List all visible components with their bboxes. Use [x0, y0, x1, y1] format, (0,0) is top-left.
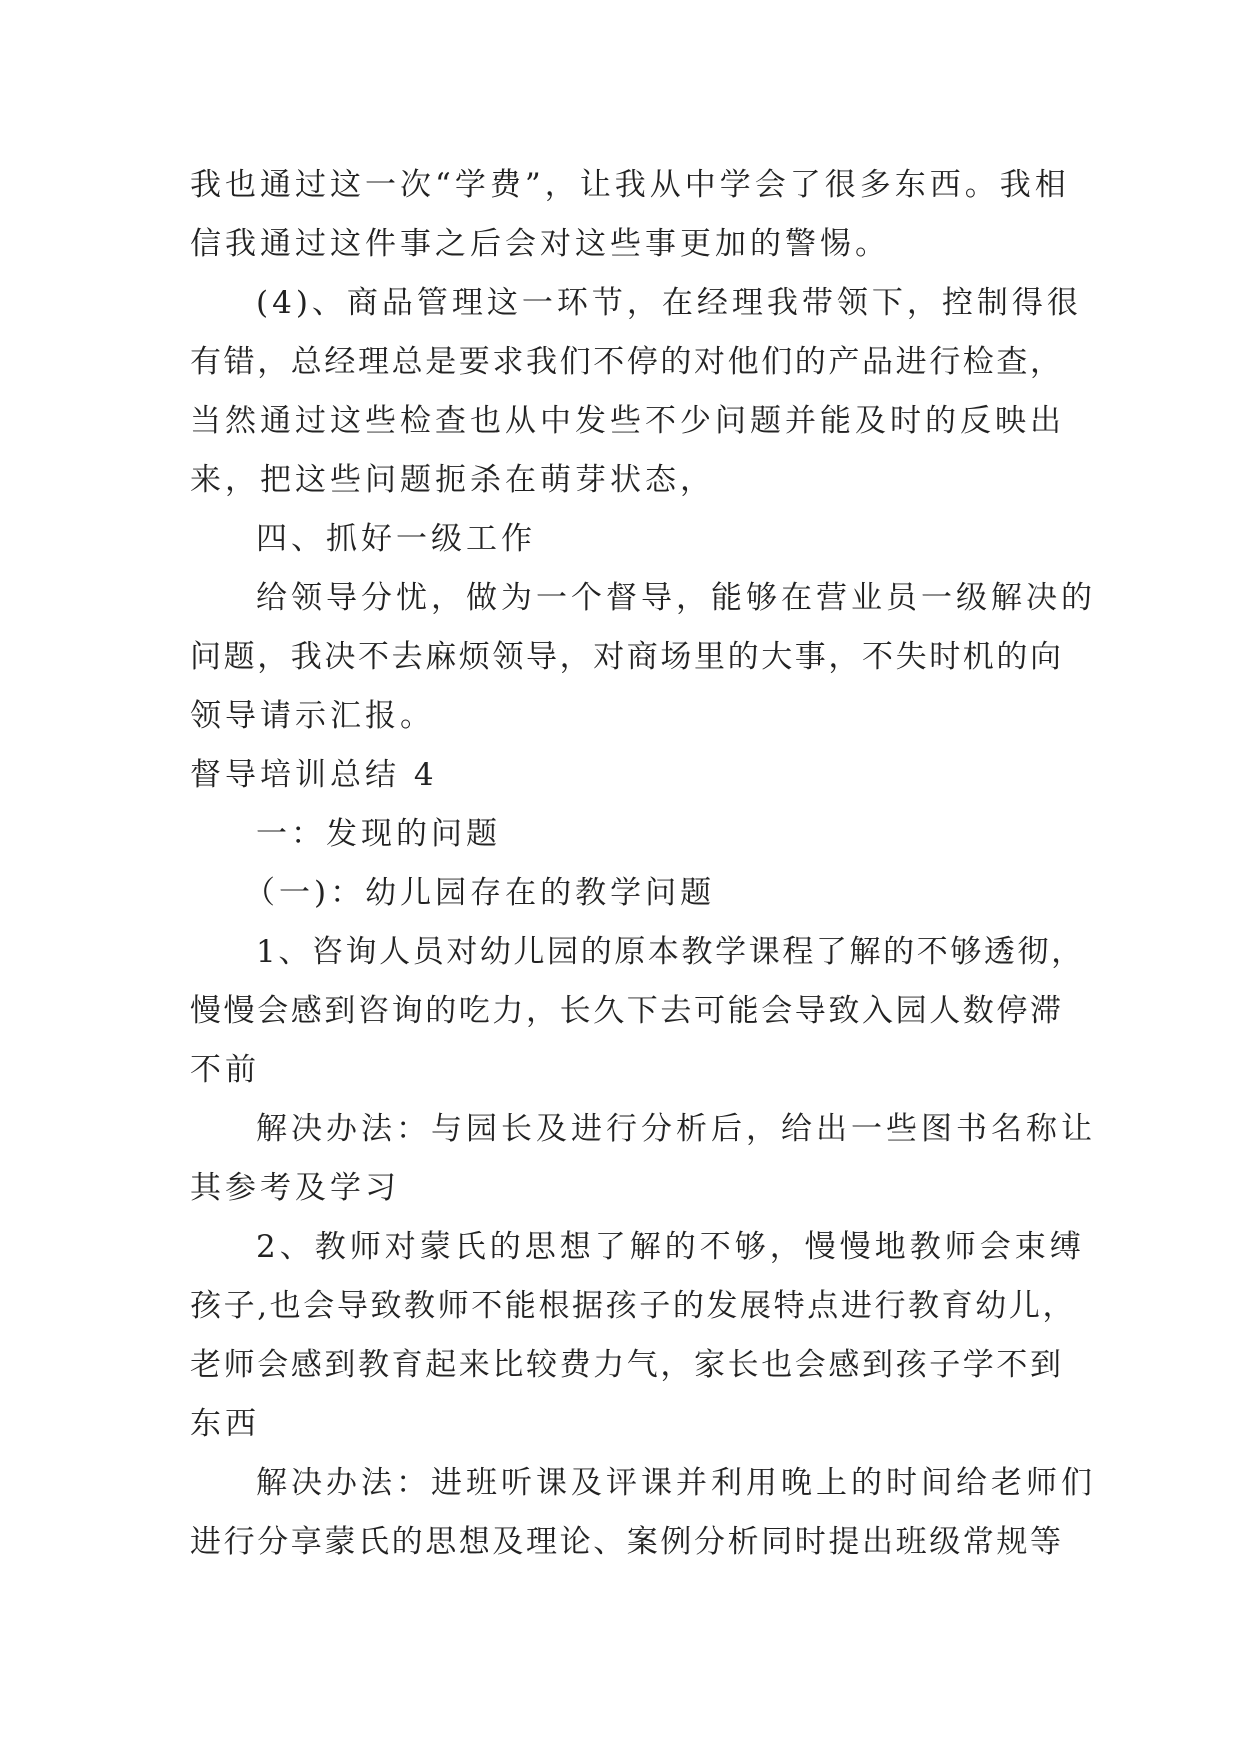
- section-heading: 一：发现的问题: [256, 816, 501, 852]
- section-heading: 四、抓好一级工作: [256, 521, 536, 557]
- document-body: [190, 156, 1096, 1572]
- text-line: 有错，总经理总是要求我们不停的对他们的产品进行检查，: [190, 344, 1064, 380]
- document-title: 督导培训总结 4: [190, 757, 438, 793]
- text-line: 当然通过这些检查也从中发些不少问题并能及时的反映出: [190, 403, 1065, 439]
- subsection-heading: （一)：幼儿园存在的教学问题: [244, 875, 716, 911]
- text-line: 问题，我决不去麻烦领导，对商场里的大事，不失时机的向: [190, 639, 1064, 675]
- text-line: 进行分享蒙氏的思想及理论、案例分析同时提出班级常规等: [190, 1524, 1064, 1560]
- text-line: 孩子,也会导致教师不能根据孩子的发展特点进行教育幼儿，: [190, 1288, 1077, 1324]
- text-line: 来，把这些问题扼杀在萌芽状态，: [190, 462, 715, 498]
- text-line: 1、咨询人员对幼儿园的原本教学课程了解的不够透彻，: [256, 934, 1085, 970]
- text-line: 解决办法：进班听课及评课并利用晚上的时间给老师们: [256, 1465, 1096, 1501]
- text-line: 不前: [190, 1052, 260, 1088]
- text-line: 解决办法：与园长及进行分析后，给出一些图书名称让: [256, 1111, 1096, 1147]
- text-line: (4)、商品管理这一环节，在经理我带领下，控制得很: [256, 285, 1082, 321]
- text-line: 我也通过这一次“学费”，让我从中学会了很多东西。我相: [190, 167, 1070, 203]
- text-line: 领导请示汇报。: [190, 698, 435, 734]
- text-line: 信我通过这件事之后会对这些事更加的警惕。: [190, 226, 890, 262]
- text-line: 慢慢会感到咨询的吃力，长久下去可能会导致入园人数停滞: [190, 993, 1064, 1029]
- text-line: 2、教师对蒙氏的思想了解的不够，慢慢地教师会束缚: [256, 1229, 1085, 1265]
- text-line: 老师会感到教育起来比较费力气，家长也会感到孩子学不到: [190, 1347, 1064, 1383]
- text-line: 其参考及学习: [190, 1170, 400, 1206]
- text-line: 给领导分忧，做为一个督导，能够在营业员一级解决的: [256, 580, 1096, 616]
- text-line: 东西: [190, 1406, 260, 1442]
